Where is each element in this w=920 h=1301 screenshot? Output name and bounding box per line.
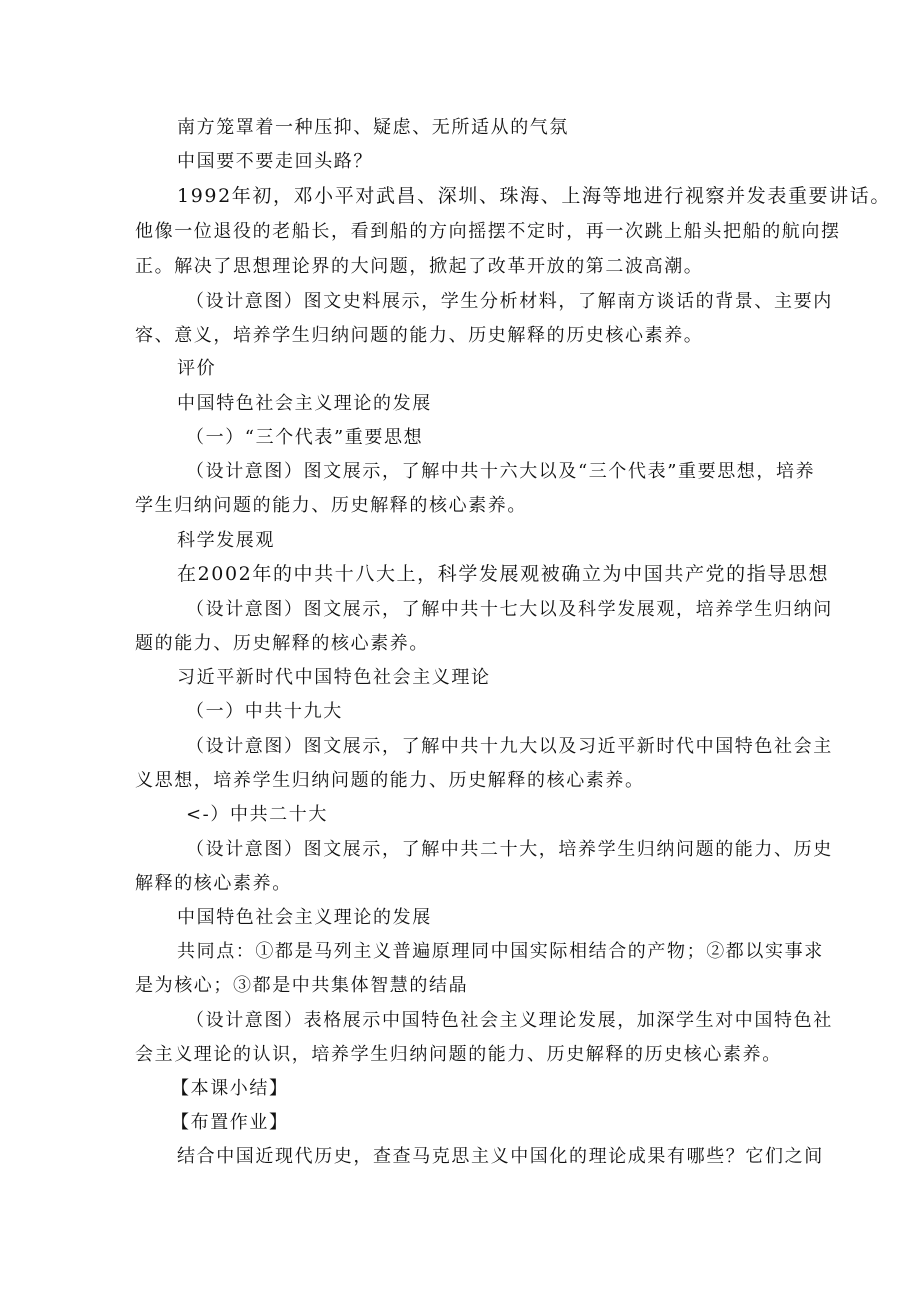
paragraph-question-turn-back: 中国要不要走回头路？ bbox=[177, 151, 373, 172]
design-intent-table-line-1: （设计意图）表格展示中国特色社会主义理论发展，加深学生对中国特色社 bbox=[186, 1010, 833, 1031]
design-intent-table-line-2: 会主义理论的认识，培养学生归纳问题的能力、历史解释的历史核心素养。 bbox=[135, 1044, 782, 1065]
paragraph-common-points-line-1: 共同点：①都是马列主义普遍原理同中国实际相结合的产物；②都以实事求 bbox=[177, 941, 824, 962]
heading-lesson-summary: 【本课小结】 bbox=[171, 1078, 289, 1099]
paragraph-2002-congress: 在2002年的中共十八大上，科学发展观被确立为中国共产党的指导思想 bbox=[177, 563, 830, 585]
heading-scientific-development: 科学发展观 bbox=[177, 530, 275, 551]
paragraph-1992-line-3: 正。解决了思想理论界的大问题，掀起了改革开放的第二波高潮。 bbox=[135, 256, 704, 277]
paragraph-1992-line-1: 1992年初，邓小平对武昌、深圳、珠海、上海等地进行视察并发表重要讲话。 bbox=[177, 185, 891, 207]
heading-xi-thought: 习近平新时代中国特色社会主义理论 bbox=[177, 667, 491, 688]
paragraph-homework-task: 结合中国近现代历史，查查马克思主义中国化的理论成果有哪些？它们之间 bbox=[177, 1146, 824, 1167]
design-intent-19th-congress-line-2: 义思想，培养学生归纳问题的能力、历史解释的核心素养。 bbox=[135, 770, 645, 791]
heading-theory-development-2: 中国特色社会主义理论的发展 bbox=[177, 907, 432, 928]
subheading-19th-congress: （一）中共十九大 bbox=[186, 701, 343, 722]
subheading-20th-congress: <-）中共二十大 bbox=[186, 804, 328, 825]
paragraph-common-points-line-2: 是为核心；③都是中共集体智慧的结晶 bbox=[135, 975, 469, 996]
subheading-three-represents: （一）“三个代表”重要思想 bbox=[186, 427, 424, 448]
paragraph-southern-atmosphere: 南方笼罩着一种压抑、疑虑、无所适从的气氛 bbox=[177, 117, 569, 138]
heading-homework: 【布置作业】 bbox=[171, 1112, 289, 1133]
design-intent-16th-congress-line-2: 学生归纳问题的能力、历史解释的核心素养。 bbox=[135, 495, 527, 516]
design-intent-southern-talk-line-1: （设计意图）图文史料展示，学生分析材料，了解南方谈话的背景、主要内 bbox=[186, 291, 833, 312]
heading-evaluation: 评价 bbox=[177, 358, 217, 379]
design-intent-17th-congress-line-1: （设计意图）图文展示，了解中共十七大以及科学发展观，培养学生归纳问 bbox=[186, 599, 833, 620]
design-intent-16th-congress-line-1: （设计意图）图文展示，了解中共十六大以及“三个代表”重要思想，培养 bbox=[186, 461, 816, 482]
heading-theory-development-1: 中国特色社会主义理论的发展 bbox=[177, 393, 432, 414]
design-intent-southern-talk-line-2: 容、意义，培养学生归纳问题的能力、历史解释的历史核心素养。 bbox=[135, 325, 704, 346]
paragraph-1992-line-2: 他像一位退役的老船长，看到船的方向摇摆不定时，再一次跳上船头把船的航向摆 bbox=[135, 221, 841, 242]
design-intent-17th-congress-line-2: 题的能力、历史解释的核心素养。 bbox=[135, 633, 429, 654]
design-intent-19th-congress-line-1: （设计意图）图文展示，了解中共十九大以及习近平新时代中国特色社会主 bbox=[186, 736, 833, 757]
design-intent-20th-congress-line-1: （设计意图）图文展示，了解中共二十大，培养学生归纳问题的能力、历史 bbox=[186, 839, 833, 860]
design-intent-20th-congress-line-2: 解释的核心素养。 bbox=[135, 873, 292, 894]
